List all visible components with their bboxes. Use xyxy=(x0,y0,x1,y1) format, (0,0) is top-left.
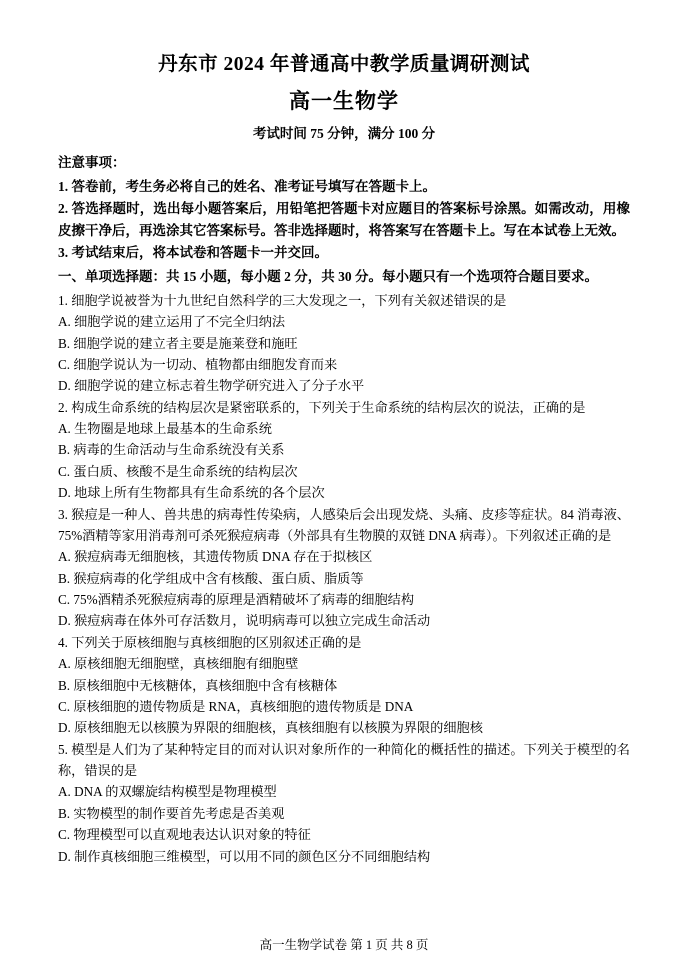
question-option: C. 蛋白质、核酸不是生命系统的结构层次 xyxy=(58,463,298,479)
question-option: D. 猴痘病毒在体外可存活数月，说明病毒可以独立完成生命活动 xyxy=(58,613,431,629)
question-stem: 1. 细胞学说被誉为十九世纪自然科学的三大发现之一，下列有关叙述错误的是 xyxy=(58,292,507,308)
subject-title: 高一生物学 xyxy=(289,89,399,114)
question-option: B. 细胞学说的建立者主要是施莱登和施旺 xyxy=(58,335,298,351)
question-option: A. DNA 的双螺旋结构模型是物理模型 xyxy=(58,784,277,800)
question-stem: 4. 下列关于原核细胞与真核细胞的区别叙述正确的是 xyxy=(58,634,362,650)
question-stem: 5. 模型是人们为了某种特定目的而对认识对象所作的一种简化的概括性的描述。下列关于模型的名称，错误的是 xyxy=(58,741,630,779)
question-stem: 3. 猴痘是一种人、兽共患的病毒性传染病，人感染后会出现发烧、头痛、皮疹等症状。84 消毒液、75%酒精等家用消毒剂可杀死猴痘病毒（外部具有生物膜的双链 DNA 病毒）。下列叙述正确的是 xyxy=(58,506,630,543)
section-heading: 一、单项选择题：共 15 小题，每小题 2 分，共 30 分。每小题只有一个选项符合题目要求。 xyxy=(58,268,598,284)
question-option: A. 猴痘病毒无细胞核，其遗传物质 DNA 存在于拟核区 xyxy=(58,549,373,565)
question-stem: 2. 构成生命系统的结构层次是紧密联系的，下列关于生命系统的结构层次的说法，正确的是 xyxy=(58,399,586,415)
question-option: B. 实物模型的制作要首先考虑是否美观 xyxy=(58,805,285,821)
question-list xyxy=(58,290,630,867)
question-option: C. 物理模型可以直观地表达认识对象的特征 xyxy=(58,827,311,843)
question-item xyxy=(58,632,630,739)
question-option: A. 生物圈是地球上最基本的生命系统 xyxy=(58,421,272,437)
question-option: C. 细胞学说认为一切动、植物都由细胞发育而来 xyxy=(58,356,338,372)
question-item xyxy=(58,290,630,397)
question-option: D. 制作真核细胞三维模型，可以用不同的颜色区分不同细胞结构 xyxy=(58,848,431,864)
question-option: B. 病毒的生命活动与生命系统没有关系 xyxy=(58,442,285,458)
exam-info: 考试时间 75 分钟，满分 100 分 xyxy=(252,125,436,141)
question-option: A. 原核细胞无细胞壁，真核细胞有细胞壁 xyxy=(58,656,299,672)
notice-item: 2. 答选择题时，选出每小题答案后，用铅笔把答题卡对应题目的答案标号涂黑。如需改动，用橡皮擦干净后，再选涂其它答案标号。答非选择题时，将答案写在答题卡上。写在本试卷上无效。 xyxy=(58,200,630,238)
question-option: C. 原核细胞的遗传物质是 RNA，真核细胞的遗传物质是 DNA xyxy=(58,698,414,714)
question-option: D. 地球上所有生物都具有生命系统的各个层次 xyxy=(58,485,325,501)
notice-item: 1. 答卷前，考生务必将自己的姓名、准考证号填写在答题卡上。 xyxy=(58,179,436,195)
question-option: B. 原核细胞中无核糖体，真核细胞中含有核糖体 xyxy=(58,677,338,693)
question-option: D. 细胞学说的建立标志着生物学研究进入了分子水平 xyxy=(58,378,365,394)
notice-heading: 注意事项： xyxy=(58,155,126,171)
question-option: A. 细胞学说的建立运用了不完全归纳法 xyxy=(58,314,286,330)
question-option: C. 75%酒精杀死猴痘病毒的原理是酒精破坏了病毒的细胞结构 xyxy=(58,592,415,608)
question-item xyxy=(58,739,630,867)
question-option: D. 原核细胞无以核膜为界限的细胞核，真核细胞有以核膜为界限的细胞核 xyxy=(58,720,483,736)
question-item xyxy=(58,397,630,504)
notice-item: 3. 考试结束后，将本试卷和答题卡一并交回。 xyxy=(58,244,328,260)
question-item xyxy=(58,504,630,632)
page-title: 丹东市 2024 年普通高中教学质量调研测试 xyxy=(158,54,530,75)
page-footer: 高一生物学试卷 第 1 页 共 8 页 xyxy=(259,937,429,952)
notice-block xyxy=(58,153,630,263)
question-option: B. 猴痘病毒的化学组成中含有核酸、蛋白质、脂质等 xyxy=(58,570,364,586)
